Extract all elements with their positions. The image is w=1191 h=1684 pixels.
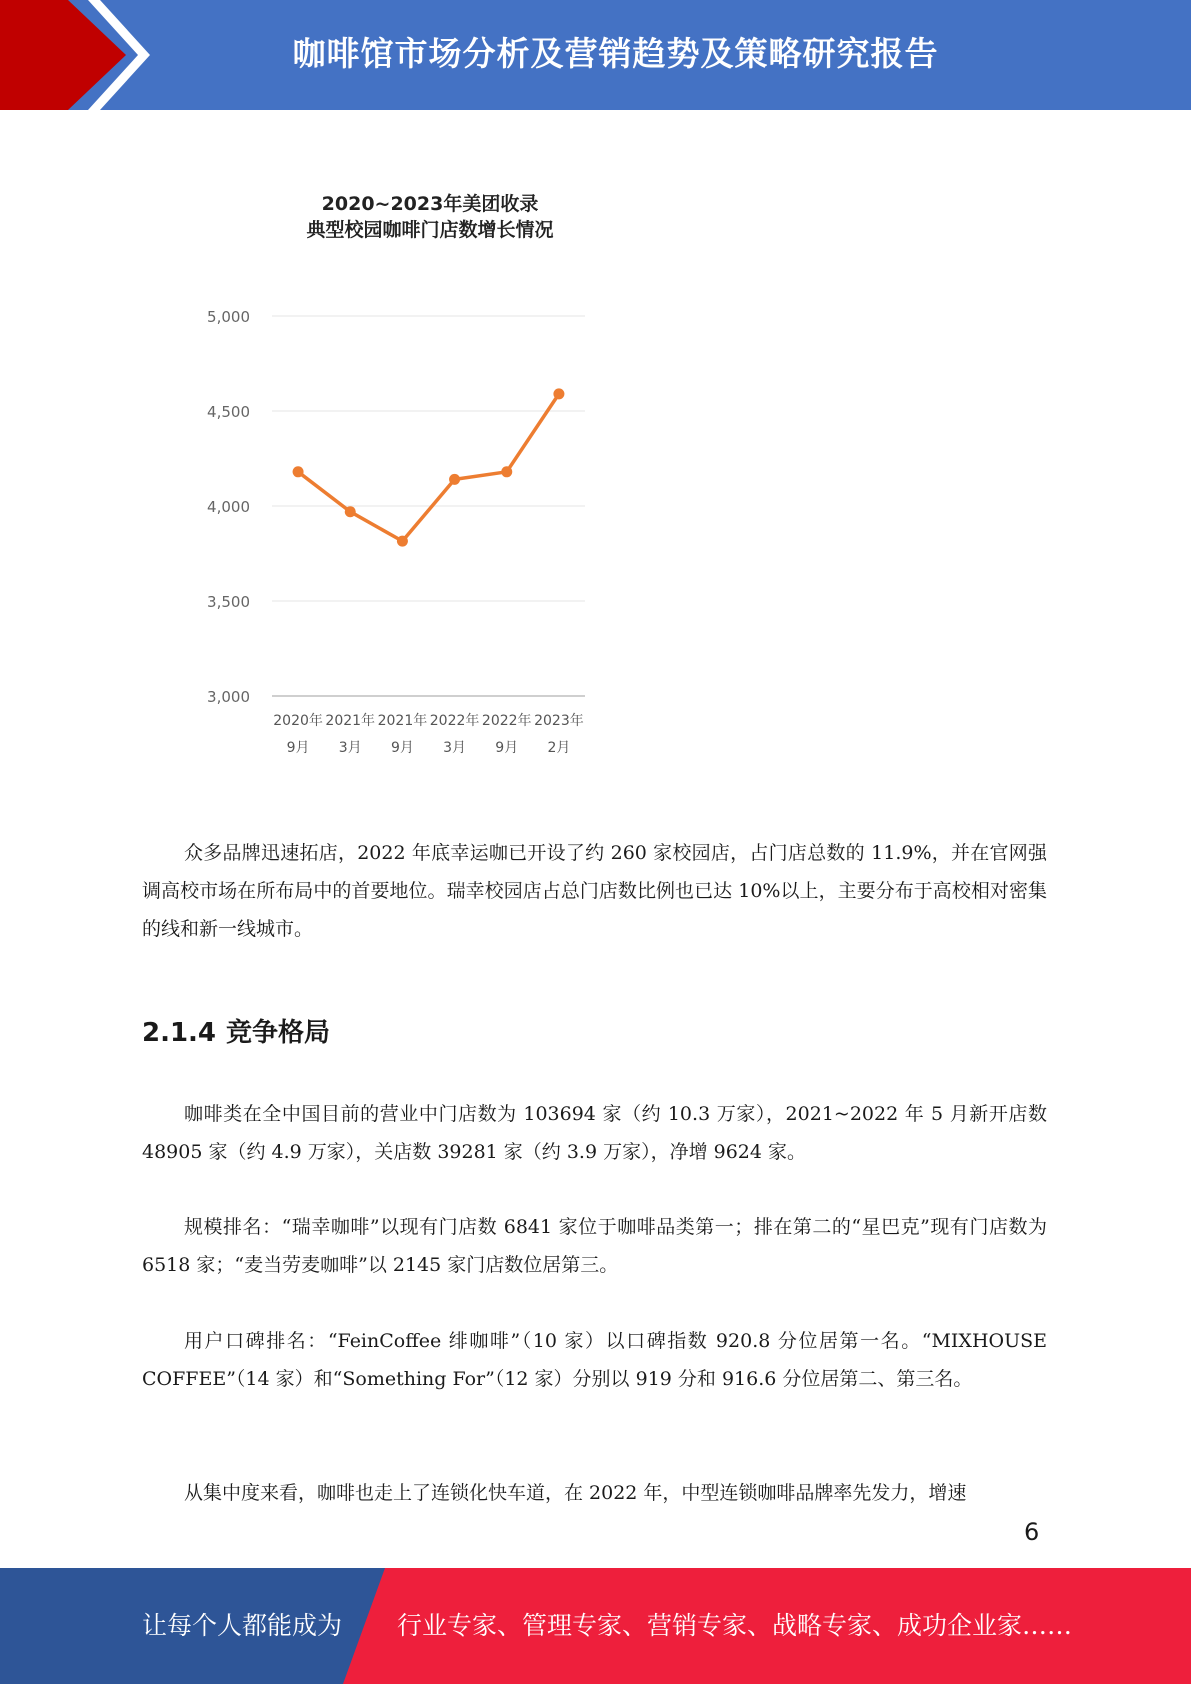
chart-x-axis bbox=[273, 712, 583, 756]
paragraph-reputation-ranking: 用户口碑排名：“FeinCoffee 绯咖啡”（10 家）以口碑指数 920.8 分位居第一名。“MIXHOUSE COFFEE”（14 家）和“Something For”（12 家）分别以 919 分和 916.6 分位居第二、第三名。 bbox=[142, 1330, 1047, 1390]
series-points bbox=[293, 388, 565, 546]
data-point bbox=[397, 536, 408, 547]
line-chart bbox=[180, 180, 610, 770]
series-line bbox=[298, 394, 559, 541]
y-tick-label: 3,500 bbox=[207, 593, 250, 611]
y-tick-label: 5,000 bbox=[207, 308, 250, 326]
section-number: 2.1.4 bbox=[142, 1018, 217, 1048]
section-heading bbox=[142, 1012, 330, 1049]
x-tick-label: 2022年 bbox=[481, 713, 532, 729]
paragraph-campus-stores: 众多品牌迅速拓店，2022 年底幸运咖已开设了约 260 家校园店，占门店总数的 11.9%，并在官网强调高校市场在所布局中的首要地位。瑞幸校园店占总门店数比例也已达 10%以上，主要分布于高校相对密集的线和新一线城市。 bbox=[142, 842, 1047, 940]
data-point bbox=[449, 474, 460, 485]
x-tick-label: 9月 bbox=[495, 740, 519, 756]
data-point bbox=[345, 506, 356, 517]
chart-gridlines bbox=[272, 316, 585, 696]
x-tick-label: 3月 bbox=[338, 740, 362, 756]
chart-title-line1: 2020~2023年美团收录 bbox=[321, 193, 539, 215]
page-number: 6 bbox=[1024, 1518, 1040, 1546]
x-tick-label: 2月 bbox=[547, 740, 571, 756]
x-tick-label: 2023年 bbox=[534, 713, 584, 729]
y-tick-label: 4,000 bbox=[207, 498, 250, 516]
paragraph-scale-ranking: 规模排名：“瑞幸咖啡”以现有门店数 6841 家位于咖啡品类第一；排在第二的“星巴克”现有门店数为 6518 家；“麦当劳麦咖啡”以 2145 家门店数位居第三。 bbox=[142, 1216, 1047, 1276]
chart-title-line2: 典型校园咖啡门店数增长情况 bbox=[306, 219, 554, 241]
section-title: 竞争格局 bbox=[226, 1018, 331, 1048]
x-tick-label: 3月 bbox=[443, 740, 467, 756]
line-chart-svg bbox=[180, 180, 610, 770]
x-tick-label: 2021年 bbox=[325, 713, 376, 729]
report-title: 咖啡馆市场分析及营销趋势及策略研究报告 bbox=[292, 34, 939, 73]
footer-slogan-right: 行业专家、管理专家、营销专家、战略专家、成功企业家…… bbox=[397, 1611, 1073, 1640]
chart-y-axis bbox=[207, 308, 250, 706]
x-tick-label: 2022年 bbox=[429, 713, 480, 729]
footer-slogan-left: 让每个人都能成为 bbox=[142, 1611, 343, 1640]
y-tick-label: 4,500 bbox=[207, 403, 250, 421]
data-point bbox=[501, 466, 512, 477]
data-point bbox=[293, 466, 304, 477]
x-tick-label: 9月 bbox=[390, 740, 414, 756]
paragraph-store-count: 咖啡类在全中国目前的营业中门店数为 103694 家（约 10.3 万家），2021~2022 年 5 月新开店数 48905 家（约 4.9 万家），关店数 39281 家（约 3.9 万家），净增 9624 家。 bbox=[142, 1103, 1047, 1163]
x-tick-label: 2020年 bbox=[273, 713, 323, 729]
x-tick-label: 2021年 bbox=[377, 713, 428, 729]
y-tick-label: 3,000 bbox=[207, 688, 250, 706]
page-header bbox=[0, 0, 1191, 110]
x-tick-label: 9月 bbox=[286, 740, 310, 756]
data-point bbox=[553, 388, 564, 399]
page-footer bbox=[0, 1568, 1191, 1684]
paragraph-concentration: 从集中度来看，咖啡也走上了连锁化快车道，在 2022 年，中型连锁咖啡品牌率先发力，增速 bbox=[184, 1482, 967, 1504]
